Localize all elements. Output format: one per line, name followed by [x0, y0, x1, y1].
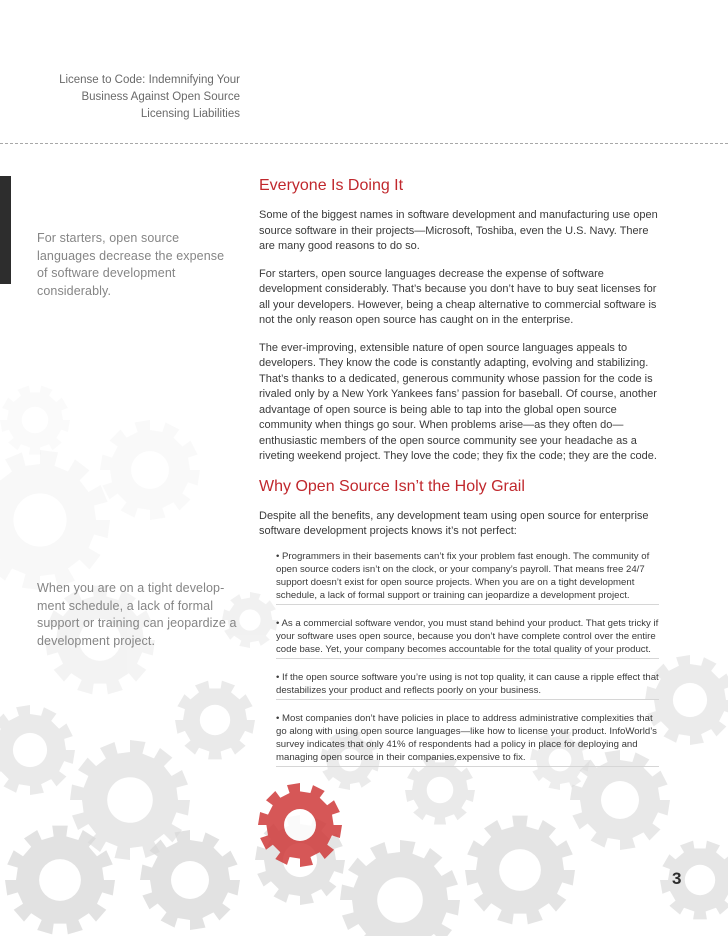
- pull-quote-1: For starters, open source languages decrease the expense of software development considerably.: [37, 231, 225, 298]
- dashed-divider: [0, 143, 728, 144]
- gear-icon: [465, 816, 575, 925]
- side-accent-bar: [0, 176, 11, 284]
- body-paragraph: Some of the biggest names in software development and manufacturing use open source software in their projects—Microsoft, Toshiba, even the U.S. Navy. There are many good reasons to do so.: [259, 209, 658, 252]
- gear-icon: [0, 705, 75, 795]
- gear-icon: [0, 450, 110, 590]
- section-title-why-open-source: Why Open Source Isn’t the Holy Grail: [259, 477, 525, 495]
- main-column: [259, 176, 659, 779]
- list-item: • Most companies don’t have policies in place to address administrative complexities that go along with using open source languages—like how to license your product. InfoWorld’s survey indicates that only 41% of respondents had a policy in place for deploying and managing open source in their companies.expensive to fix.: [276, 712, 659, 767]
- list-item: • If the open source software you’re using is not top quality, it can cause a ripple effect that destabilizes your product and reflects poorly on your business.: [276, 671, 659, 700]
- gear-icon: [175, 681, 255, 760]
- list-item: • Programmers in their basements can’t fix your problem fast enough. The community of open source coders isn’t on the clock, or your company’s payroll. That means free 24/7 support doesn’t exist for open source projects. When you are on a tight development schedule, a lack of formal support or training can jeopardize a development project.: [276, 550, 659, 605]
- document-title-line-1: License to Code: Indemnifying Your: [59, 74, 240, 86]
- pull-quote-2: When you are on a tight develop-ment schedule, a lack of formal support or training can jeopardize a development project.: [37, 581, 237, 648]
- document-title-line-3: Licensing Liabilities: [140, 108, 240, 120]
- gear-icon: [660, 841, 728, 920]
- list-item: • As a commercial software vendor, you must stand behind your product. That gets tricky if your software uses open source, because you don’t have complete control over the entire code base. Yet, your company becomes accountable for the total quality of your product.: [276, 617, 659, 659]
- section-intro-paragraph: Despite all the benefits, any development team using open source for enterprise software development projects knows it’s not perfect:: [259, 509, 649, 537]
- body-paragraph: The ever-improving, extensible nature of open source languages appeals to developers. They know the code is constantly adapting, evolving and stabilizing. That’s thanks to a dedicated, generous community whose passion for the code is rivaled only by a New York Yankees fans’ passion for baseball. Of course, another advantage of open source is being able to tap into the global open source community when things go sour. When problems arise—as they often do—enthusiastic members of the open source community see your headache as a riveting weekend project. They love the code; they fix the code; they are the code.: [259, 341, 657, 462]
- section-title-everyone-is-doing-it: Everyone Is Doing It: [259, 177, 404, 194]
- document-title-line-2: Business Against Open Source: [81, 91, 240, 103]
- drawbacks-list: [259, 550, 659, 767]
- gear-icon: [100, 420, 200, 520]
- document-title: [40, 72, 240, 123]
- gear-icon: [0, 386, 70, 455]
- gear-icon: [340, 840, 460, 936]
- body-paragraph: For starters, open source languages decrease the expense of software development considerably. That’s because you don’t have to buy seat licenses for all your developers. However, being a cheap alternative to commercial software is not the only reason open source has caught on in the enterprise.: [259, 267, 657, 326]
- page-number: 3: [672, 869, 682, 888]
